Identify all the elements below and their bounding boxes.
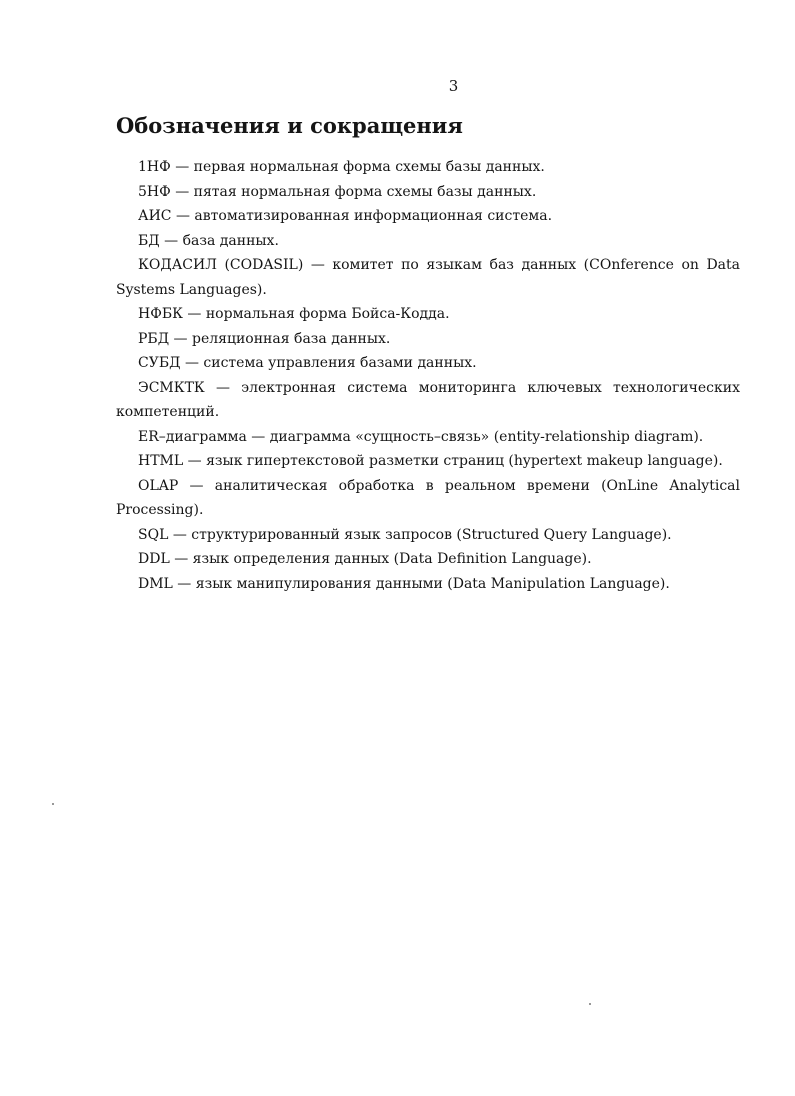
abbreviation-dml: DML — язык манипулирования данными (Data Manipulation Language). bbox=[138, 575, 670, 592]
abbreviation-1nf: 1НФ — первая нормальная форма схемы базы данных. bbox=[138, 159, 545, 175]
abbreviation-html: HTML — язык гипертекстовой разметки страниц (hypertext makeup language). bbox=[138, 453, 723, 469]
abbreviation-olap: OLAP — аналитическая обработка в реальном времени (OnLine Analytical Processing). bbox=[116, 477, 740, 518]
abbreviation-list bbox=[116, 155, 740, 596]
abbreviation-codasil: КОДАСИЛ (CODASIL) — комитет по языкам баз данных (COnference on Data Systems Languages). bbox=[116, 257, 740, 298]
abbreviation-sql: SQL — структурированный язык запросов (Structured Query Language). bbox=[138, 526, 672, 543]
abbreviation-er-diagram: ER–диаграмма — диаграмма «сущность–связь» (entity-relationship diagram). bbox=[138, 428, 704, 445]
scan-speck bbox=[589, 1003, 591, 1005]
abbreviation-ais: АИС — автоматизированная информационная система. bbox=[138, 208, 553, 224]
abbreviation-subd: СУБД — система управления базами данных. bbox=[138, 355, 477, 371]
abbreviation-rbd: РБД — реляционная база данных. bbox=[138, 330, 391, 347]
abbreviation-5nf: 5НФ — пятая нормальная форма схемы базы данных. bbox=[138, 183, 537, 200]
abbreviation-ddl: DDL — язык определения данных (Data Definition Language). bbox=[138, 551, 592, 567]
page-number: 3 bbox=[448, 77, 459, 95]
abbreviation-esmktk: ЭСМКТК — электронная система мониторинга ключевых технологических компетенций. bbox=[116, 379, 740, 420]
abbreviation-bd: БД — база данных. bbox=[138, 232, 279, 249]
scan-speck bbox=[52, 803, 54, 805]
page-title: Обозначения и сокращения bbox=[116, 113, 463, 138]
abbreviation-nfbk: НФБК — нормальная форма Бойса-Кодда. bbox=[138, 306, 450, 322]
